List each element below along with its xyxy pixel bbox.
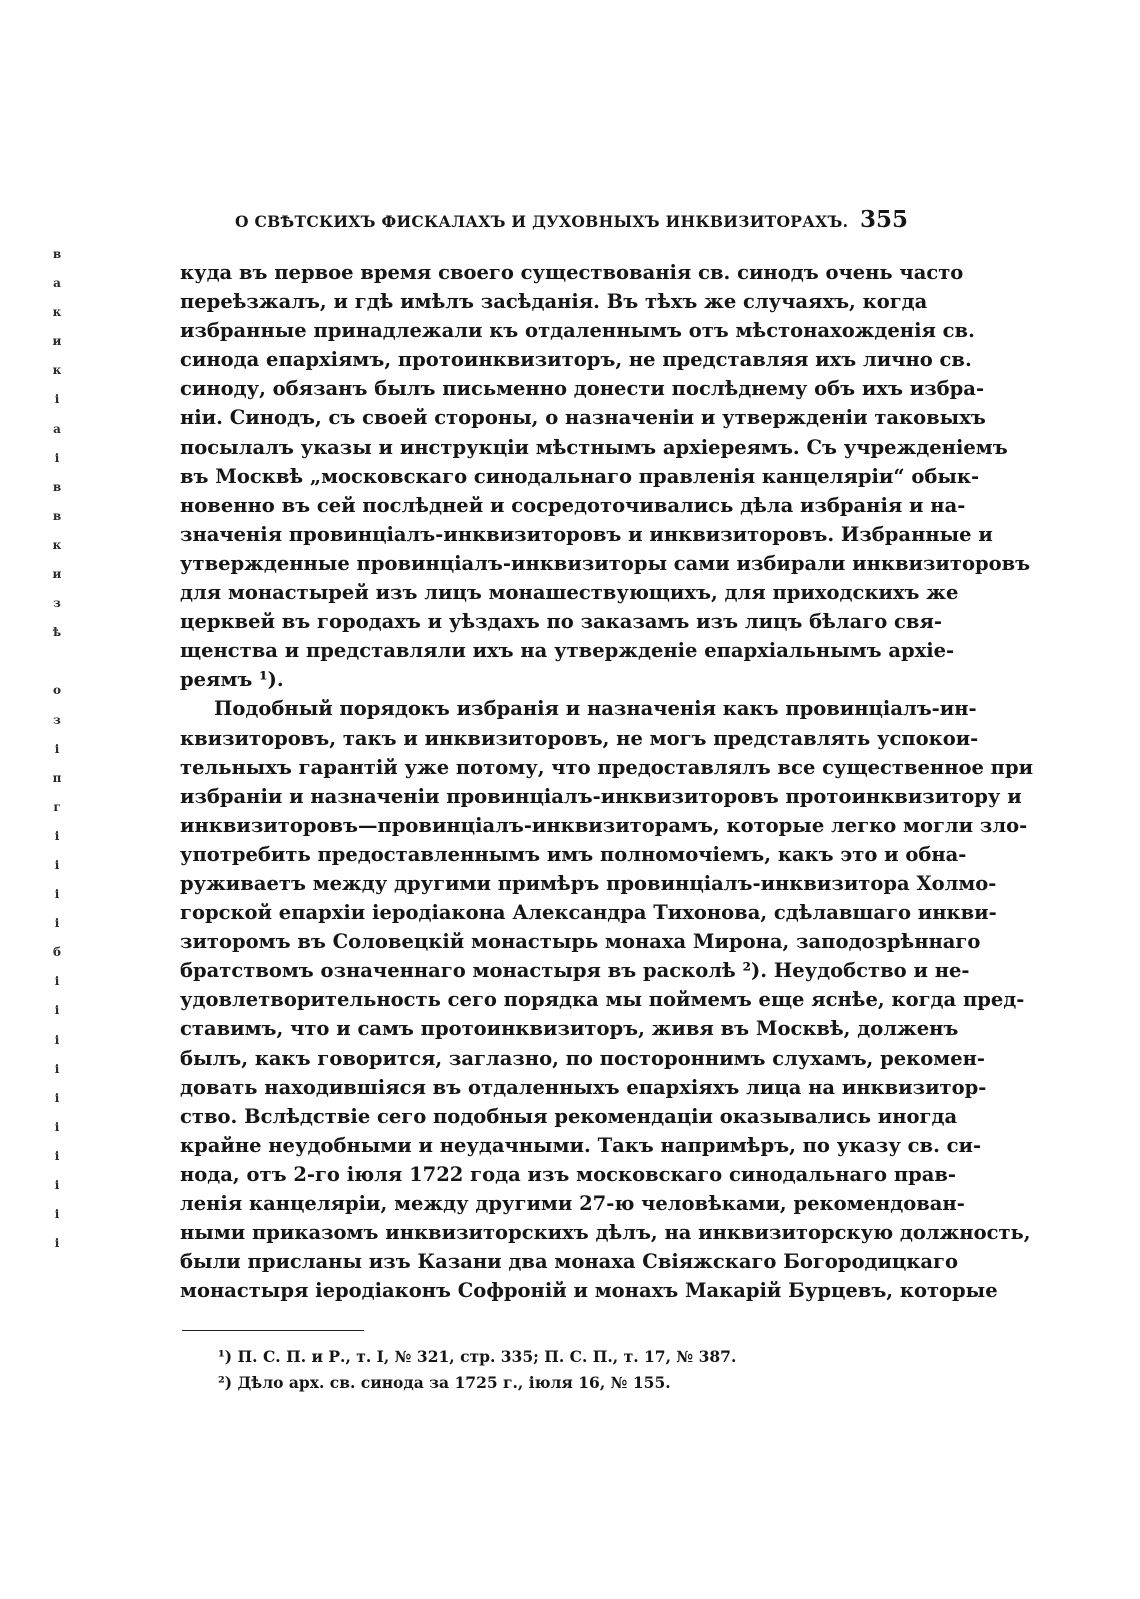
margin-mark: ѣ	[52, 625, 62, 640]
margin-mark: к	[52, 363, 62, 378]
margin-mark: і	[54, 1032, 60, 1047]
text-line: былъ, какъ говорится, заглазно, по постороннимъ слухамъ, рекомен-	[180, 1046, 985, 1070]
footnote-2: ²) Дѣло арх. св. синода за 1725 г., іюля 16, № 155.	[218, 1373, 671, 1392]
margin-mark: і	[54, 741, 60, 756]
text-line: въ Москвѣ „московскаго синодальнаго правленія канцеляріи“ обык-	[180, 464, 980, 488]
margin-mark: і	[54, 392, 60, 407]
text-line: крайне неудобными и неудачными. Такъ напримѣръ, по указу св. си-	[180, 1133, 982, 1157]
text-line: щенства и представляли ихъ на утвержденіе епархіальнымъ архіе-	[180, 639, 955, 663]
text-line: удовлетворительность сего порядка мы поймемъ еще яснѣе, когда пред-	[180, 988, 1025, 1012]
text-line: утвержденные провинціалъ-инквизиторы сами избирали инквизиторовъ	[180, 551, 1031, 575]
text-line: ніи. Синодъ, съ своей стороны, о назначеніи и утвержденіи таковыхъ	[180, 406, 986, 430]
text-line: синода епархіямъ, протоинквизиторъ, не представляя ихъ лично св.	[180, 348, 972, 372]
margin-mark: з	[53, 596, 61, 611]
text-line: ными приказомъ инквизиторскихъ дѣлъ, на инквизиторскую должность,	[180, 1221, 1031, 1245]
margin-mark: і	[54, 1148, 60, 1163]
margin-mark: і	[54, 857, 60, 872]
text-line: избранные принадлежали къ отдаленнымъ отъ мѣстонахожденія св.	[180, 319, 975, 343]
text-line: синоду, обязанъ былъ письменно донести послѣднему объ ихъ избра-	[180, 377, 985, 401]
text-line: братствомъ означеннаго монастыря въ расколѣ ²). Неудобство и не-	[180, 959, 970, 983]
margin-mark: і	[54, 1178, 60, 1192]
margin-mark: а	[53, 421, 61, 436]
text-line: нода, отъ 2-го іюля 1722 года изъ московскаго синодальнаго прав-	[180, 1162, 957, 1186]
text-line: церквей въ городахъ и уѣздахъ по заказамъ изъ лицъ бѣлаго свя-	[180, 610, 942, 634]
margin-mark: п	[52, 770, 62, 785]
margin-mark: б	[52, 945, 61, 960]
margin-mark: і	[54, 1090, 60, 1105]
text-line: для монастырей изъ лицъ монашествующихъ, для приходскихъ же	[180, 581, 959, 605]
margin-mark: і	[54, 1061, 60, 1076]
margin-mark: в	[52, 479, 62, 494]
page-number: 355	[859, 206, 908, 233]
text-line: ство. Вслѣдствіе сего подобныя рекомендаціи оказывались иногда	[180, 1104, 958, 1128]
margin-mark: і	[54, 1236, 60, 1251]
margin-mark: в	[52, 508, 62, 523]
margin-mark: о	[52, 683, 61, 698]
margin-mark: к	[52, 537, 62, 552]
text-line: зиторомъ въ Соловецкій монастырь монаха Мирона, заподозрѣннаго	[180, 930, 981, 954]
margin-mark: г	[53, 799, 61, 814]
margin-mark: і	[54, 974, 60, 989]
body-text	[180, 258, 1034, 1305]
text-line: были присланы изъ Казани два монаха Свіяжскаго Богородицкаго	[180, 1250, 959, 1274]
text-line: руживаетъ между другими примѣръ провинціалъ-инквизитора Холмо-	[180, 871, 997, 895]
text-line: новенно въ сей послѣдней и сосредоточивались дѣла избранія и на-	[180, 493, 966, 517]
margin-mark: к	[52, 305, 62, 320]
text-line: переѣзжалъ, и гдѣ имѣлъ засѣданія. Въ тѣхъ же случаяхъ, когда	[180, 290, 928, 314]
text-line: реямъ ¹).	[180, 668, 284, 692]
margin-mark	[48, 655, 66, 684]
text-line: квизиторовъ, такъ и инквизиторовъ, не могъ представлять успокои-	[180, 726, 979, 750]
text-line: избраніи и назначеніи провинціалъ-инквизиторовъ протоинквизитору и	[180, 784, 1022, 808]
margin-mark: и	[52, 567, 62, 582]
text-line: тельныхъ гарантій уже потому, что предоставлялъ все существенное при	[180, 755, 1034, 779]
footnote-1: ¹) П. С. П. и Р., т. I, № 321, стр. 335; П. С. П., т. 17, № 387.	[218, 1347, 737, 1366]
text-line: ленія канцеляріи, между другими 27-ю человѣками, рекомендован-	[180, 1192, 965, 1215]
footnote-separator	[182, 1330, 364, 1331]
left-margin-bleed-marks	[48, 248, 66, 1266]
margin-mark: і	[54, 1119, 60, 1134]
margin-mark: і	[54, 887, 60, 902]
margin-mark: а	[53, 276, 61, 291]
text-line: горской епархіи іеродіакона Александра Тихонова, сдѣлавшаго инкви-	[180, 901, 997, 925]
text-line: употребить предоставленнымъ имъ полномочіемъ, какъ это и обна-	[180, 842, 967, 866]
text-line: посылалъ указы и инструкціи мѣстнымъ архіереямъ. Съ учрежденіемъ	[180, 435, 1008, 459]
margin-mark: і	[54, 1003, 60, 1018]
margin-mark: і	[54, 916, 60, 931]
margin-mark: и	[52, 334, 62, 349]
text-line: довать находившіяся въ отдаленныхъ епархіяхъ лица на инквизитор-	[180, 1075, 987, 1099]
text-line: монастыря іеродіаконъ Софроній и монахъ Макарій Бурцевъ, которые	[180, 1279, 998, 1303]
page-header	[180, 206, 908, 233]
running-head: О СВѢТСКИХЪ ФИСКАЛАХЪ И ДУХОВНЫХЪ ИНКВИЗИТОРАХЪ.	[235, 212, 849, 231]
margin-mark: і	[54, 828, 60, 843]
margin-mark: і	[54, 1207, 60, 1222]
margin-mark: і	[54, 450, 60, 465]
margin-mark: в	[52, 247, 62, 261]
footnotes	[218, 1344, 868, 1396]
text-line: инквизиторовъ—провинціалъ-инквизиторамъ, которые легко могли зло-	[180, 813, 1028, 837]
text-line: куда въ первое время своего существованія св. синодъ очень часто	[180, 261, 964, 284]
margin-mark: з	[53, 712, 61, 727]
text-line: Подобный порядокъ избранія и назначенія какъ провинціалъ-ин-	[214, 697, 977, 721]
text-line: значенія провинціалъ-инквизиторовъ и инквизиторовъ. Избранные и	[180, 522, 993, 546]
text-line: ставимъ, что и самъ протоинквизиторъ, живя въ Москвѣ, долженъ	[180, 1017, 959, 1041]
